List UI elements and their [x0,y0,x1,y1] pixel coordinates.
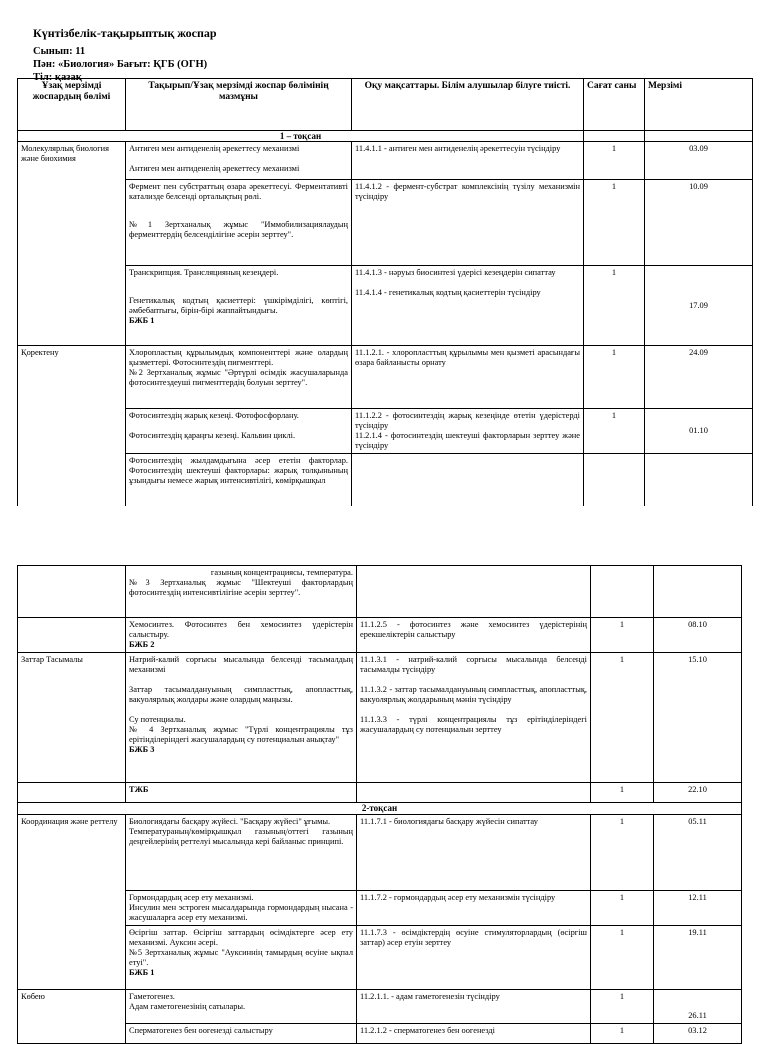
col-header-section: Ұзақ мерзімді жоспардың бөлімі [18,79,126,131]
topic-text: №2 Зертханалық жұмыс "Әртүрлі өсімдік жасушаларында фотосинтездеуші пигменттердің болуын зерттеу". [129,368,348,387]
goal-text: 11.1.7.2 - гормондардың әсер ету механизмін түсіндіру [357,891,591,926]
document-title: Күнтізбелік-тақырыптық жоспар [33,26,217,40]
topic-text: №3 Зертханалық жұмыс "Шектеуші факторлардың фотосинтездің интенсивтілігіне әсерін зерттеу". [129,578,353,597]
table-row [18,618,742,653]
date-cell: 26.11 [654,990,742,1024]
goal-text: 11.2.1.4 - фотосинтездің шектеуші факторларын зерттеу және түсіндіру [355,431,580,450]
date-cell: 03.09 [645,142,753,180]
plan-table-page1 [17,78,753,514]
topic-text: Инсулин мен эстроген мысалдарында гормондардың нысана - жасушаларға әсер ету механизмі. [129,903,353,922]
topic-text: Хемосинтез. Фотосинтез бен хемосинтез үдерістерін салыстыру. [129,620,353,639]
goal-text: 11.4.1.2 - фермент-субстрат комплексінің түзілу механизмін түсіндіру [352,180,584,266]
goal-text: 11.2.1.1. - адам гаметогенезін түсіндіру [357,990,591,1024]
assessment-label: БЖБ 2 [129,640,155,649]
goal-text: 11.1.3.2 - заттар тасымалдануының симпласттық, апопласттық, вакуолярлық жолдарының мәнін түсіндіру [360,685,587,704]
hours-cell: 1 [591,618,654,653]
class-line: Сынып: 11 [33,46,86,57]
topic-text: Фермент пен субстраттың өзара әрекеттесуі. Ферментативті катализде белсенді орталықтың рөлі. [129,182,348,201]
table-row [18,346,753,409]
goal-text: 11.1.2.2 - фотосинтездің жарық кезеңінде өтетін үдерістерді түсіндіру [355,411,580,430]
goal-text: 11.4.1.3 - нәруыз биосинтезі үдерісі кезеңдерін сипаттау [355,268,556,277]
hours-cell: 1 [584,266,645,346]
section-cell: Координация және реттелу [18,815,126,990]
date-cell: 17.09 [645,266,753,346]
table-row [18,566,742,618]
table-row [18,891,742,926]
plan-table-page2 [17,565,742,1044]
hours-cell: 1 [584,346,645,409]
hours-cell: 1 [591,815,654,891]
col-header-date: Мерзімі [645,79,753,131]
hours-cell: 1 [591,891,654,926]
goal-text: 11.1.2.5 - фотосинтез және хемосинтез үдерістерінің ерекшеліктерін салыстыру [357,618,591,653]
date-cell: 22.10 [654,783,742,803]
language-line: Тіл: қазақ [33,72,82,83]
col-header-goals: Оқу мақсаттары. Білім алушылар білуге тиісті. [352,79,584,131]
table-row [18,142,753,180]
topic-text: № 4 Зертханалық жұмыс "Түрлі концентрациялы тұз ерітінділеріндегі жасушалардың су потенциалын анықтау" [129,725,353,744]
topic-text: Фотосинтездің жылдамдығына әсер ететін факторлар. Фотосинтездің шектеуші факторлары: жарық толқынының ұзындығы немесе жарық интенсивтілігі, көмірқышқыл [126,454,352,514]
topic-text: Натрий-калий сорғысы мысалында белсенді тасымалдың механизмі [129,655,353,674]
hours-cell: 1 [591,926,654,990]
table-row [18,990,742,1024]
topic-text: Өсіргіш заттар. Өсіргіш заттардың өсімдіктерге әсер ету механизмі. Ауксин әсері. [129,928,353,947]
topic-text: Фотосинтездің қараңғы кезеңі. Кальвин циклі. [129,431,296,440]
quarter-heading: 1 – тоқсан [18,131,584,142]
goal-text: 11.1.3.3 - түрлі концентрациялы тұз ерітінділеріндегі жасушалардың су потенциалын зерттеу [360,715,587,734]
table-row [18,815,742,891]
topic-text: №1 Зертханалық жұмыс "Иммобилизациялаудың ферменттердің белсенділігіне әсерін зерттеу". [129,220,348,239]
table-row [18,653,742,783]
goal-text: 11.2.1.2 - сперматогенез бен оогенезді [357,1024,591,1044]
goal-text: 11.1.7.3 - өсімдіктердің өсуіне стимуляторлардың (өсіргіш заттар) әсер етуін зерттеу [357,926,591,990]
assessment-label: БЖБ 1 [129,968,155,977]
page-break [0,506,768,564]
topic-text: Сперматогенез бен оогенезді салыстыру [126,1024,357,1044]
topic-text: №5 Зертханалық жұмыс "Ауксиннің тамырдың өсуіне ықпал етуі". [129,948,353,967]
date-cell: 05.11 [654,815,742,891]
topic-text: Заттар тасымалдануының симпласттық, апопласттық, вакуолярлық жолдары және олардың маңызы. [129,685,353,704]
topic-text: Биологиядағы басқару жүйесі. "Басқару жүйесі" ұғымы. [129,817,331,826]
topic-text: Гормондардың әсер ету механизмі. [129,893,254,902]
hours-cell: 1 [584,142,645,180]
section-cell: Заттар Тасымалы [18,653,126,783]
goal-text: 11.1.3.1 - натрий-калий сорғысы мысалында белсенді тасымалды түсіндіру [360,655,587,674]
topic-text: Фотосинтездің жарық кезеңі. Фотофосфорлану. [129,411,299,420]
col-header-topic: Тақырып/Ұзақ мерзімді жоспар бөлімінің мазмұны [126,79,352,131]
topic-text: Хлоропластың құрылымдық компоненттері және олардың қызметтері. Фотосинтездің пигменттері. [129,348,348,367]
date-cell: 19.11 [654,926,742,990]
date-cell: 01.10 [645,409,753,454]
document-header [33,26,733,84]
hours-cell: 1 [591,783,654,803]
hours-cell: 1 [591,1024,654,1044]
table-row [18,1024,742,1044]
topic-text: Гаметогенез. [129,992,175,1001]
subject-line: Пән: «Биология» Бағыт: ҚГБ (ОГН) [33,59,208,70]
quarter-heading: 2-тоқсан [18,803,742,815]
date-cell: 24.09 [645,346,753,409]
section-cell: Молекулярлық биология және биохимия [18,142,126,346]
date-cell: 12.11 [654,891,742,926]
goal-text: 11.4.1.1 - антиген мен антиденелің әрекеттесуін түсіндіру [352,142,584,180]
date-cell: 03.12 [654,1024,742,1044]
topic-text: Адам гаметогенезінің сатылары. [129,1002,246,1011]
goal-text: 11.1.2.1. - хлоропласттың құрылымы мен қызметі арасындағы өзара байланысты орнату [352,346,584,409]
topic-text: Генетикалық кодтың қасиеттері: үшкірімділігі, көптігі, әмбебаптығы, бірін-бірі жаппайтындығы. [129,296,348,315]
table-row [18,409,753,454]
assessment-label: БЖБ 3 [129,745,155,754]
goal-text: 11.1.7.1 - биологиядағы басқару жүйесін сипаттау [357,815,591,891]
topic-text: Антиген мен антиденелің әрекеттесу механизмі [129,144,300,153]
hours-cell: 1 [584,180,645,266]
topic-text: Антиген мен антиденелің әрекеттесу механизмі [129,164,300,173]
table-row [18,266,753,346]
table-row [18,783,742,803]
hours-cell: 1 [591,653,654,783]
topic-text: ТЖБ [126,783,357,803]
topic-text: газының концентрациясы, температура. [210,568,353,577]
date-cell: 15.10 [654,653,742,783]
hours-cell: 1 [591,990,654,1024]
assessment-label: БЖБ 1 [129,316,155,325]
table-row [18,180,753,266]
section-cell: Көбею [18,990,126,1044]
section-cell: Қоректену [18,346,126,514]
table-row [18,454,753,514]
goal-text: 11.4.1.4 - генетикалық кодтың қасиеттерін түсіндіру [355,288,541,297]
table-row [18,926,742,990]
col-header-hours: Сағат саны [584,79,645,131]
date-cell: 08.10 [654,618,742,653]
hours-cell: 1 [584,409,645,454]
topic-text: Су потенциалы. [129,715,186,724]
topic-text: Транскрипция. Трансляцияның кезеңдері. [129,268,279,277]
date-cell: 10.09 [645,180,753,266]
topic-text: Температураның/көмірқышқыл газының/оттегі газының деңгейлерінің реттелуі мысалында кері байланыс принципі. [129,827,353,846]
